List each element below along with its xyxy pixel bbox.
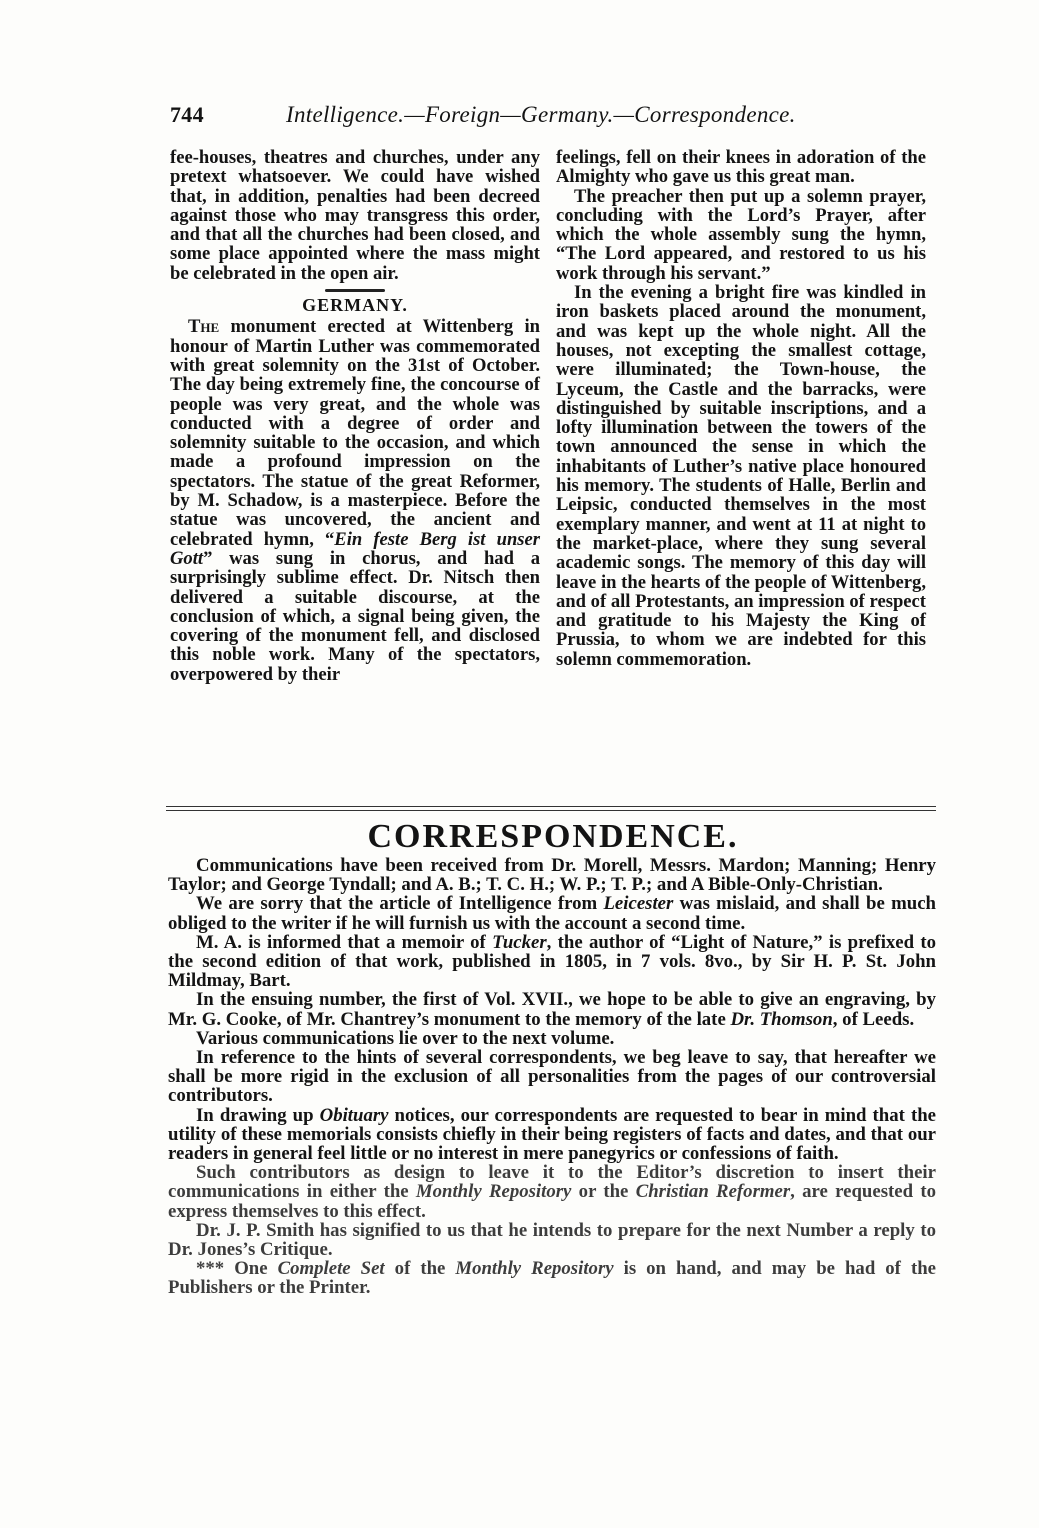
corr-p4-text-end: , of Leeds. [832,1008,915,1030]
corr-paragraph-2 [168,894,936,932]
corr-paragraph-9: Dr. J. P. Smith has signified to us that he intends to prepare for the next Number a reply to Dr. Jones’s Critique. [168,1219,936,1261]
left-column [170,148,540,684]
corr-p3-text: M. A. is informed that a memoir of [196,931,493,953]
corr-p10-text-end: is on hand, and may be had of the Publishers or the Printer. [168,1258,936,1299]
corr-p2-place: Leicester [603,893,674,915]
corr-p7-text-end: notices, our correspondents are requested to bear in mind that the utility of these memorials consists chiefly in their being registers of facts and dates, and that our readers in general feel little or no interest in mere panegyrics or confessions of faith. [168,1104,936,1165]
running-head [168,98,938,138]
germany-text-end: ” was sung in chorus, and had a surprisingly sublime effect. Dr. Nitsch then delivered a suitable discourse, at the conclusion of which, a signal being given, the covering of the monument fell, and disclosed this noble work. Many of the spectators, overpowered by their [170,547,540,685]
correspondence-title: CORRESPONDENCE. [367,818,739,855]
right-paragraph-2: The preacher then put up a solemn prayer, concluding with the Lord’s Prayer, after which the whole assembly sung the hymn, “The Lord appeared, and restored to us his work through his servant.” [556,185,926,284]
section-divider-bottom [166,810,936,811]
corr-p2-text-end: was mislaid, and shall be much obliged to the writer if he will furnish us with the account a second time. [168,893,936,934]
section-ornament [325,289,385,292]
germany-heading: GERMANY. [302,295,408,316]
right-paragraph-3: In the evening a bright fire was kindled in iron baskets placed around the monument, and was kept up the whole night. All the houses, not excepting the smallest cottage, were illuminated; the Town-house, the Lyceum, the Castle and the barracks, were distinguished by suitable inscriptions, and a lofty illumination between the towers of the town announced the sense in which the inhabitants of Luther’s native place honoured his memory. The students of Halle, Berlin and Leipsic, conducted themselves in the most exemplary manner, and went at 11 at night to the market-place, where they sung several academic songs. The memory of this day will leave in the hearts of the people of Wittenberg, and of all Protestants, an impression of respect and gratitude to his Majesty the King of Prussia, to whom we are indebted for this solemn commemoration. [556,282,926,670]
corr-paragraph-7 [168,1106,936,1164]
germany-lead-word: The [188,316,220,338]
right-column [556,148,926,669]
corr-p8-mid: or the [571,1181,636,1203]
page-number: 744 [170,102,204,127]
section-divider-top [166,806,936,807]
corr-paragraph-4 [168,990,936,1028]
corr-p4-text: In the ensuing number, the first of Vol. XVII., we hope to be able to give an engraving, by Mr. G. Cooke, of Mr. Chantrey’s monument to the memory of the late [168,989,936,1030]
corr-paragraph-1: Communications have been received from Dr. Morell, Messrs. Mardon; Manning; Henry Taylor; and George Tyndall; and A. B.; T. C. H.; W. P.; T. P.; and A Bible-Only-Christian. [168,855,936,896]
hymn-title: Ein feste Berg ist unser Gott [170,528,541,569]
germany-text: monument erected at Wittenberg in honour of Martin Luther was commemorated with great solemnity on the 31st of October. The day being extremely fine, the concourse of people was very great, and the whole was conducted with a degree of order and solemnity suitable to the occasion, and which made a profound impression on the spectators. The statue of the great Reformer, by M. Schadow, is a masterpiece. Before the statue was uncovered, the ancient and celebrated hymn, “ [170,316,540,550]
corr-paragraph-6: In reference to the hints of several correspondents, we beg leave to say, that hereafter we shall be more rigid in the exclusion of all personalities from the pages of our controversial contributors. [168,1047,936,1107]
corr-p8-text-end: , are requested to express themselves to this effect. [168,1181,936,1222]
corr-p7-text: In drawing up [196,1104,320,1126]
corr-paragraph-5: Various communications lie over to the next volume. [196,1027,615,1049]
corr-p10-text: *** One [196,1258,278,1280]
continued-paragraph: fee-houses, theatres and churches, under any pretext whatsoever. We could have wished that, in addition, penalties had been decreed against those who may transgress this order, and that all the churches had been closed, and some place appointed where the mass might be celebrated in the open air. [170,147,540,284]
corr-p8-magazine-1: Monthly Repository [415,1181,572,1203]
corr-paragraph-3 [168,933,936,991]
corr-p10-set: Complete Set [277,1258,385,1280]
corr-p3-name: Tucker [492,931,547,953]
correspondence-body [168,856,936,1298]
right-paragraph-1: feelings, fell on their knees in adoration of the Almighty who gave us this great man. [556,147,926,188]
corr-p8-text: Such contributors as design to leave it to the Editor’s discretion to insert their communications in either the [168,1162,936,1203]
corr-p3-text-end: , the author of “Light of Nature,” is prefixed to the second edition of that work, published in 1805, in 7 vols. 8vo., by Sir H. P. St. John Mildmay, Bart. [168,931,937,992]
running-title: Intelligence.—Foreign—Germany.—Correspondence. [286,102,796,127]
corr-p7-word: Obituary [319,1104,389,1126]
corr-p10-magazine: Monthly Repository [455,1258,614,1280]
corr-p10-mid: of the [384,1258,456,1280]
corr-p4-name: Dr. Thomson [730,1008,833,1030]
corr-paragraph-10 [168,1259,936,1297]
germany-paragraph [170,317,540,684]
corr-p2-text: We are sorry that the article of Intelligence from [196,893,604,915]
corr-p8-magazine-2: Christian Reformer [635,1181,791,1203]
corr-paragraph-8 [168,1163,936,1221]
